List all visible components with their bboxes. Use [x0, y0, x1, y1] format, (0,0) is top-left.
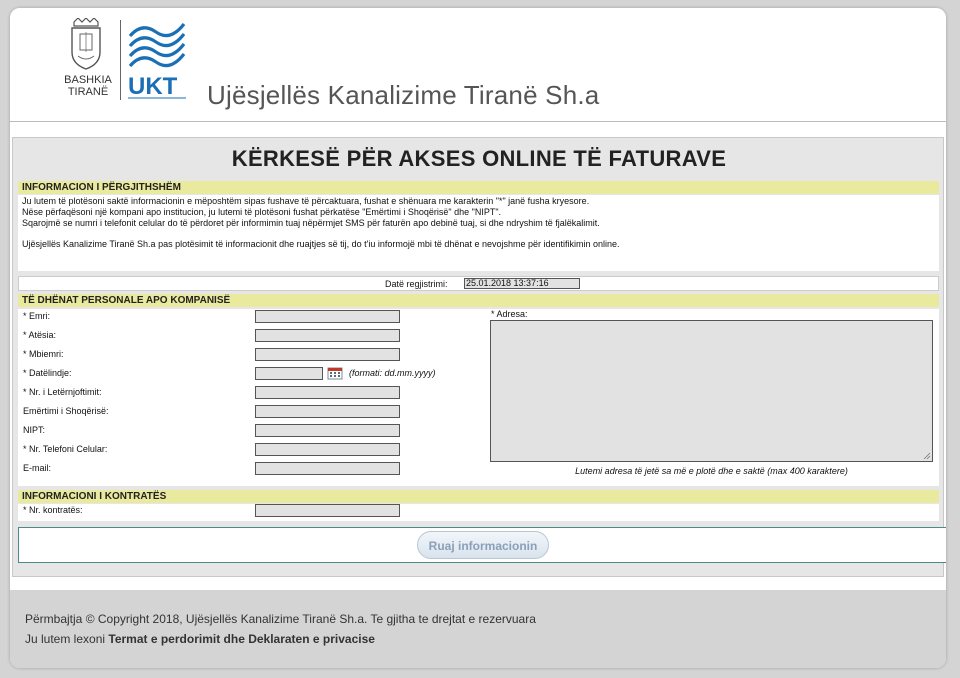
registration-date-value: 25.01.2018 13:37:16	[464, 278, 580, 289]
id-number-input[interactable]	[255, 386, 400, 399]
address-note: Lutemi adresa të jetë sa më e plotë dhe e saktë (max 400 karaktere)	[575, 466, 848, 476]
mobile-phone-label: * Nr. Telefoni Celular:	[23, 444, 108, 454]
form-title: KËRKESË PËR AKSES ONLINE TË FATURAVE	[231, 146, 727, 171]
info-line: Ujësjellës Kanalizime Tiranë Sh.a pas plotësimit të informacionit dhe ruajtjes së tij, do t'iu informojë mbi të dhënat e nevojshme për identifikimin online.	[22, 239, 620, 249]
footer-terms-line	[25, 632, 375, 646]
ukt-logo	[126, 18, 188, 102]
email-input[interactable]	[255, 462, 400, 475]
request-form	[12, 137, 944, 577]
tirana-crest-icon	[68, 18, 104, 70]
first-name-input[interactable]	[255, 310, 400, 323]
personal-data-fields	[18, 309, 939, 486]
info-line: Sqarojmë se numri i telefonit celular do të përdoret për informimin tuaj nëpërmjet SMS për faturën apo debinë tuaj, si dhe ndryshim të fjalëkalimit.	[22, 218, 600, 228]
company-title: Ujësjellës Kanalizime Tiranë Sh.a	[207, 80, 600, 110]
submit-panel	[18, 527, 946, 563]
birth-date-format-hint: (formati: dd.mm.yyyy)	[349, 368, 436, 378]
last-name-input[interactable]	[255, 348, 400, 361]
general-info-text	[18, 195, 939, 271]
first-name-label: * Emri:	[23, 311, 50, 321]
personal-data-heading: TË DHËNAT PERSONALE APO KOMPANISË	[18, 294, 939, 307]
logo-text: UKT	[128, 73, 178, 100]
terms-privacy-link[interactable]: Termat e perdorimit dhe Deklaraten e privacise	[108, 632, 375, 646]
father-name-input[interactable]	[255, 329, 400, 342]
logo-divider	[120, 20, 121, 100]
municipality-line-1: BASHKIA	[64, 74, 112, 86]
footer-terms-prefix: Ju lutem lexoni	[25, 632, 106, 646]
last-name-label: * Mbiemri:	[23, 349, 64, 359]
page-frame	[10, 8, 946, 668]
save-info-button[interactable]: Ruaj informacionin	[417, 531, 549, 559]
contract-info-heading: INFORMACIONI I KONTRATËS	[18, 490, 939, 503]
address-textarea[interactable]	[490, 320, 933, 462]
email-label: E-mail:	[23, 463, 52, 473]
site-header	[10, 8, 946, 118]
resize-grip-icon[interactable]	[923, 452, 931, 460]
mobile-phone-input[interactable]	[255, 443, 400, 456]
contract-number-input[interactable]	[255, 504, 400, 517]
copyright-text: Përmbajtja © Copyright 2018, Ujësjellës Kanalizime Tiranë Sh.a. Te gjitha te drejtat e rezervuara	[25, 612, 536, 626]
address-label: * Adresa:	[491, 309, 528, 319]
father-name-label: * Atësia:	[23, 330, 57, 340]
company-name-label: Emërtimi i Shoqërisë:	[23, 406, 109, 416]
registration-date-row	[18, 276, 939, 291]
nipt-label: NIPT:	[23, 425, 46, 435]
calendar-icon[interactable]	[327, 366, 343, 380]
contract-number-label: * Nr. kontratës:	[23, 505, 83, 515]
contract-fields	[18, 504, 939, 521]
company-name-input[interactable]	[255, 405, 400, 418]
nipt-input[interactable]	[255, 424, 400, 437]
registration-date-label: Datë regjistrimi:	[385, 279, 448, 289]
municipality-line-2: TIRANË	[67, 86, 109, 98]
info-line: Ju lutem të plotësoni saktë informacionin e mëposhtëm sipas fushave të përcaktuara, fushat e shënuara me karakterin "*" janë fusha kryesore.	[22, 196, 590, 206]
birth-date-label: * Datëlindje:	[23, 368, 72, 378]
header-divider	[10, 121, 946, 122]
info-line: Nëse përfaqësoni një kompani apo institucion, ju lutemi të plotësoni fushat përkatëse "Emërtimi i Shoqërisë" dhe "NIPT".	[22, 207, 502, 217]
birth-date-input[interactable]	[255, 367, 323, 380]
general-info-heading: INFORMACION I PËRGJITHSHËM	[18, 181, 939, 194]
municipality-name	[58, 74, 118, 98]
site-footer	[10, 590, 946, 668]
id-number-label: * Nr. i Letërnjoftimit:	[23, 387, 102, 397]
